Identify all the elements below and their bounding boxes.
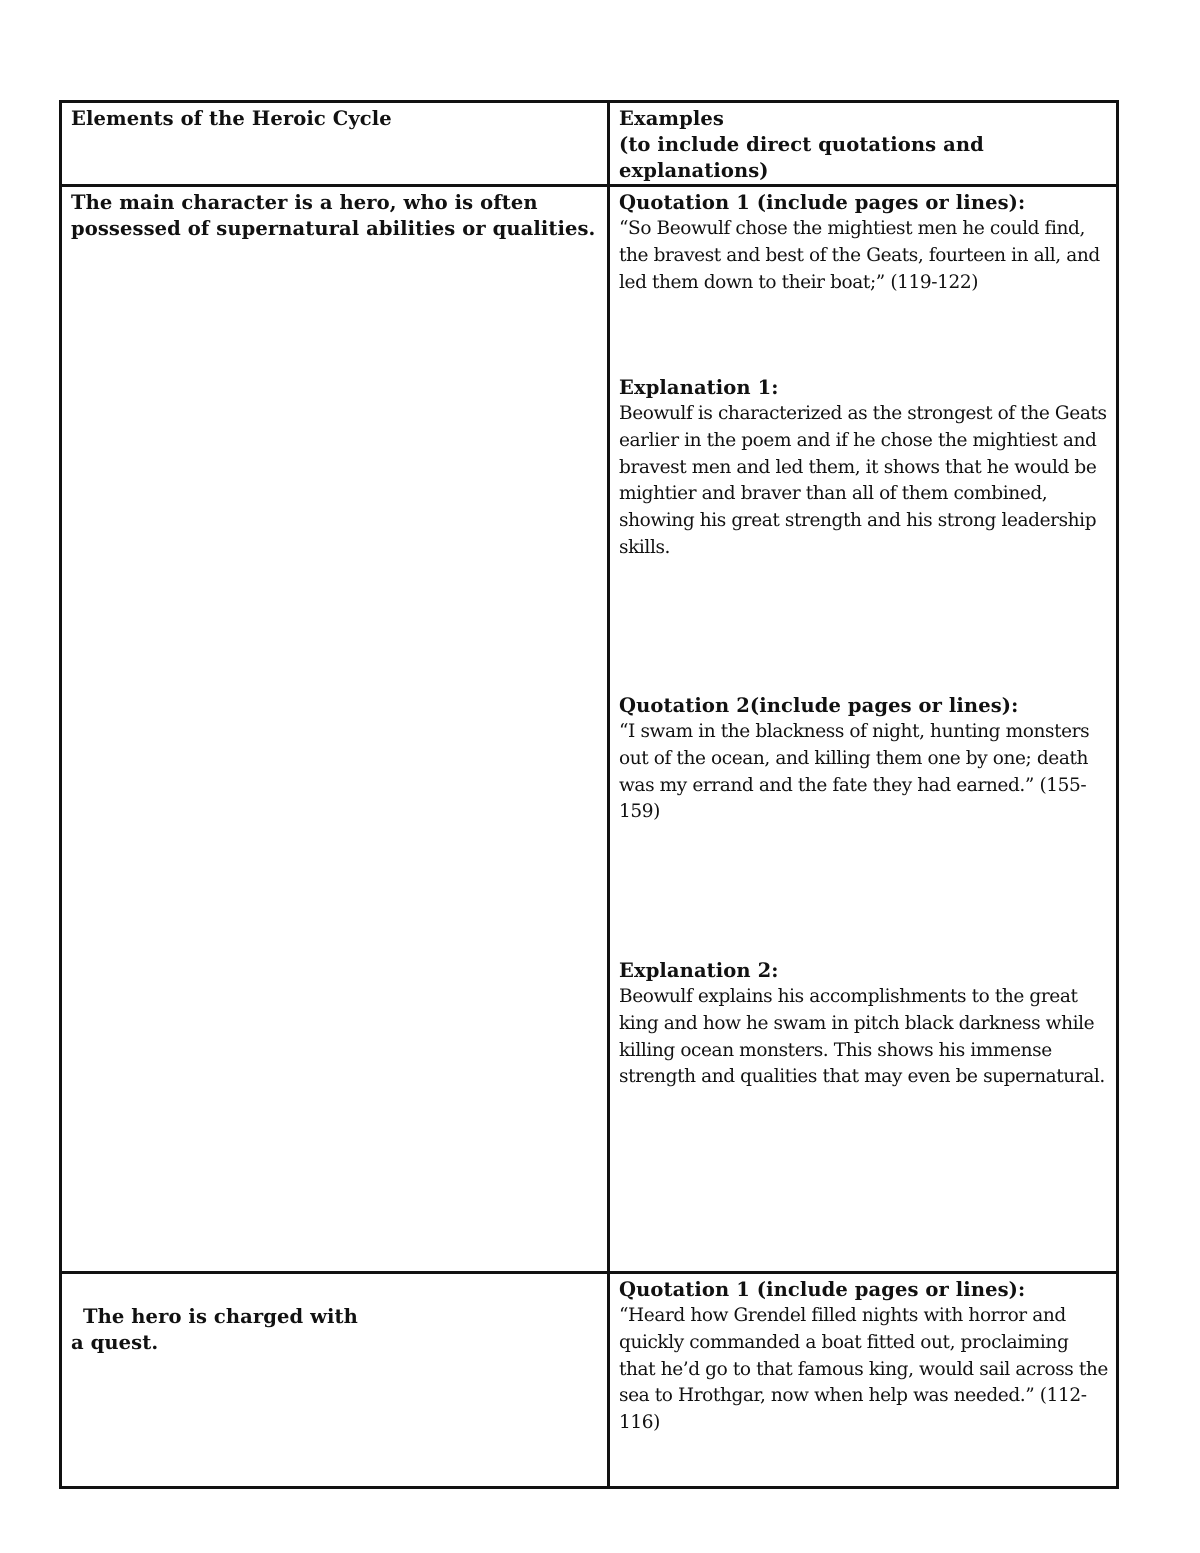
entry-text: “So Beowulf chose the mightiest men he could find, the bravest and best of the Geats, fourteen in all, and led them down to their boat;” (119-122) [619, 218, 1100, 293]
element-description: The hero is charged with a quest. [71, 1305, 358, 1354]
table-row [61, 186, 1118, 1273]
entry-heading: Quotation 2(include pages or lines): [619, 694, 1019, 717]
element-description: The main character is a hero, who is often possessed of supernatural abilities or qualities. [71, 191, 596, 240]
entry-text: Beowulf is characterized as the strongest of the Geats earlier in the poem and if he chose the mightiest and bravest men and led them, it shows that he would be mightier and braver than all of them combined, showing his great strength and his strong leadership skills. [619, 403, 1107, 558]
example-entry [619, 190, 1108, 296]
table-row [61, 1273, 1118, 1488]
header-cell-examples [609, 102, 1118, 186]
table-header-row [61, 102, 1118, 186]
example-entry [619, 958, 1108, 1091]
header-examples-subtitle: (to include direct quotations and explanations) [619, 133, 984, 182]
example-entry [619, 375, 1108, 562]
examples-cell [609, 186, 1118, 1273]
header-cell-elements [61, 102, 609, 186]
header-examples-title: Examples [619, 107, 724, 130]
entry-heading: Explanation 1: [619, 376, 779, 399]
entry-text: Beowulf explains his accomplishments to the great king and how he swam in pitch black darkness while killing ocean monsters. This shows his immense strength and qualities that may even be supernatural. [619, 986, 1105, 1088]
examples-cell [609, 1273, 1118, 1488]
heroic-cycle-table [59, 100, 1119, 1489]
entry-heading: Quotation 1 (include pages or lines): [619, 191, 1026, 214]
header-elements-label: Elements of the Heroic Cycle [71, 107, 392, 130]
entry-heading: Explanation 2: [619, 959, 779, 982]
entry-text: “I swam in the blackness of night, hunting monsters out of the ocean, and killing them one by one; death was my errand and the fate they had earned.” (155-159) [619, 721, 1090, 823]
example-entry [619, 1277, 1108, 1437]
example-entry [619, 693, 1108, 826]
entry-heading: Quotation 1 (include pages or lines): [619, 1278, 1026, 1301]
element-cell [61, 1273, 609, 1488]
element-cell [61, 186, 609, 1273]
entry-text: “Heard how Grendel filled nights with horror and quickly commanded a boat fitted out, proclaiming that he’d go to that famous king, would sail across the sea to Hrothgar, now when help was needed.” (112-116) [619, 1305, 1108, 1434]
